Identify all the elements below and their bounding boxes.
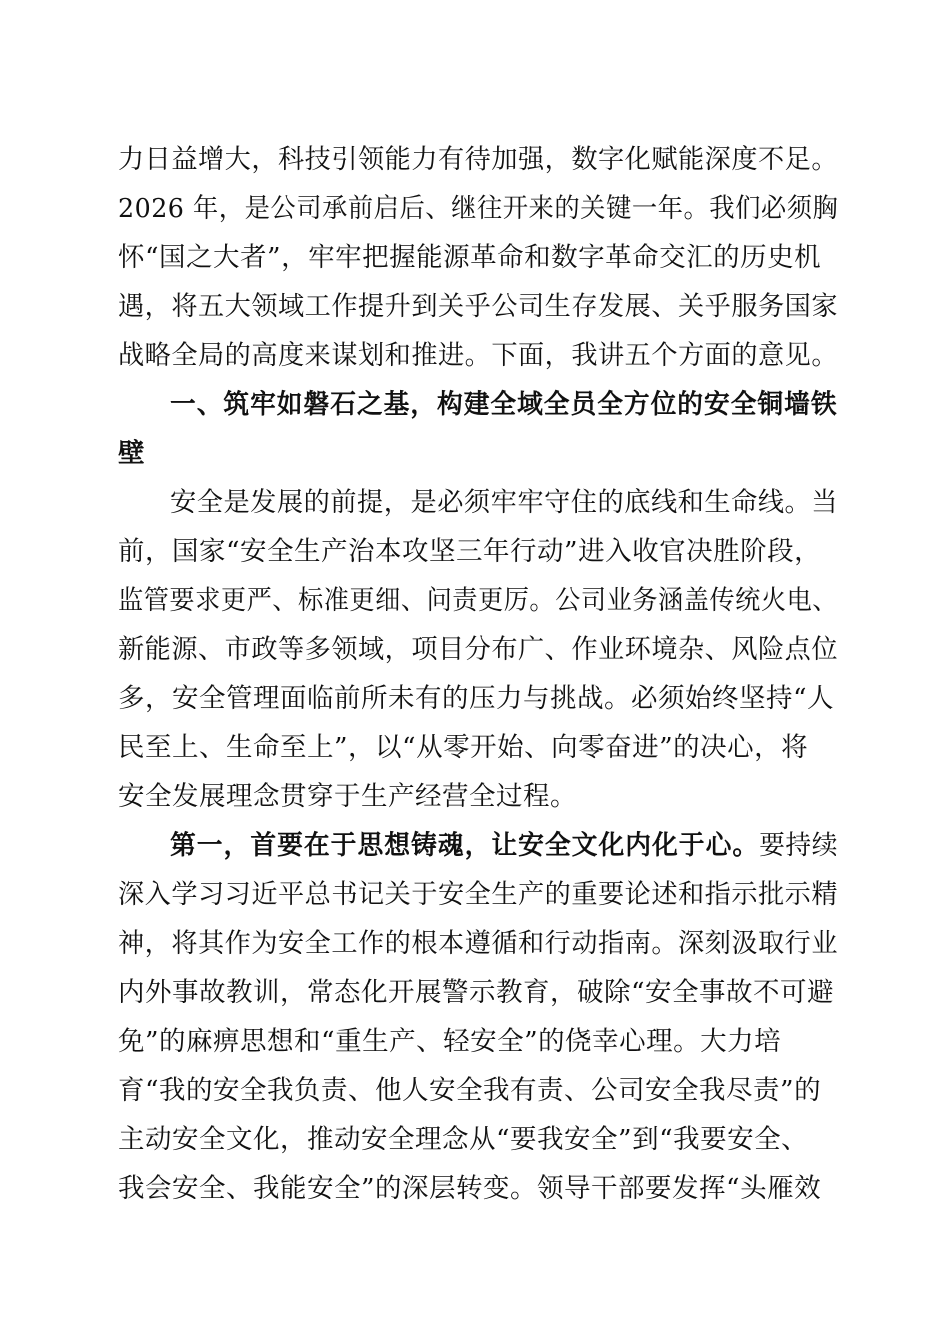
paragraph-line: 主动安全文化，推动安全理念从“要我安全”到“我要安全、 bbox=[118, 1124, 809, 1155]
text-line: 怀“国之大者”，牢牢把握能源革命和数字革命交汇的历史机 bbox=[118, 242, 822, 273]
paragraph-first-line bbox=[170, 829, 838, 863]
paragraph-line: 前，国家“安全生产治本攻坚三年行动”进入收官决胜阶段， bbox=[118, 536, 822, 567]
paragraph-line: 深入学习习近平总书记关于安全生产的重要论述和指示批示精 bbox=[118, 879, 838, 910]
paragraph-line: 免”的麻痹思想和“重生产、轻安全”的侥幸心理。大力培 bbox=[118, 1026, 782, 1057]
paragraph-text: 要持续 bbox=[759, 830, 838, 861]
paragraph-line: 我会安全、我能安全”的深层转变。领导干部要发挥“头雁效 bbox=[118, 1173, 822, 1204]
text-line: 战略全局的高度来谋划和推进。下面，我讲五个方面的意见。 bbox=[118, 340, 838, 371]
bold-lead-sentence: 第一，首要在于思想铸魂，让安全文化内化于心。 bbox=[170, 830, 760, 861]
paragraph-line: 神，将其作为安全工作的根本遵循和行动指南。深刻汲取行业 bbox=[118, 928, 838, 959]
paragraph-line: 安全是发展的前提，是必须牢牢守住的底线和生命线。当 bbox=[170, 487, 838, 518]
paragraph-line: 育“我的安全我负责、他人安全我有责、公司安全我尽责”的 bbox=[118, 1075, 822, 1106]
paragraph-line: 多，安全管理面临前所未有的压力与挑战。必须始终坚持“人 bbox=[118, 683, 835, 714]
paragraph-line: 监管要求更严、标准更细、问责更厉。公司业务涵盖传统火电、 bbox=[118, 585, 838, 616]
text-line: 2026 年，是公司承前启后、继往开来的关键一年。我们必须胸 bbox=[118, 193, 839, 224]
paragraph-line: 新能源、市政等多领域，项目分布广、作业环境杂、风险点位 bbox=[118, 634, 838, 665]
section-heading: 一、筑牢如磐石之基，构建全域全员全方位的安全铜墙铁 bbox=[170, 389, 838, 420]
paragraph-line: 民至上、生命至上”，以“从零开始、向零奋进”的决心，将 bbox=[118, 732, 809, 763]
text-line: 遇，将五大领域工作提升到关乎公司生存发展、关乎服务国家 bbox=[118, 291, 838, 322]
section-heading-continuation: 壁 bbox=[118, 438, 146, 469]
paragraph-line: 内外事故教训，常态化开展警示教育，破除“安全事故不可避 bbox=[118, 977, 835, 1008]
paragraph-line: 安全发展理念贯穿于生产经营全过程。 bbox=[118, 781, 577, 812]
text-line: 力日益增大，科技引领能力有待加强，数字化赋能深度不足。 bbox=[118, 144, 838, 175]
